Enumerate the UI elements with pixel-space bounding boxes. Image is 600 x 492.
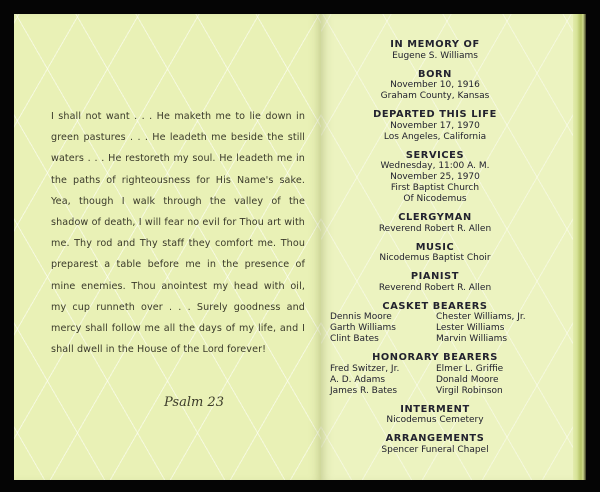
honorary-bearer: Virgil Robinson bbox=[436, 385, 503, 396]
departed-place: Los Angeles, California bbox=[383, 131, 487, 142]
pianist-heading: PIANIST bbox=[410, 271, 460, 282]
casket-bearers-list bbox=[312, 312, 558, 345]
interment-section bbox=[312, 404, 558, 427]
born-heading: BORN bbox=[418, 68, 452, 80]
pianist-name: Reverend Robert R. Allen bbox=[378, 282, 492, 293]
clergyman-name: Reverend Robert R. Allen bbox=[378, 223, 492, 234]
honorary-bearer: Elmer L. Griffie bbox=[436, 363, 504, 374]
honorary-bearer: Donald Moore bbox=[436, 374, 499, 385]
deceased-name: Eugene S. Williams bbox=[392, 50, 478, 61]
born-date: November 10, 1916 bbox=[390, 80, 480, 90]
services-town: Of Nicodemus bbox=[403, 194, 467, 204]
left-page bbox=[14, 14, 321, 480]
departed-heading: DEPARTED THIS LIFE bbox=[373, 109, 497, 120]
casket-bearer: Chester Williams, Jr. bbox=[436, 312, 526, 322]
services-heading: SERVICES bbox=[405, 149, 465, 161]
psalm-text: I shall not want . . . He maketh me to lie down in green pastures . . . He leadeth me beside the still waters . . . He restoreth my soul. He leadeth me in the paths of righteousness for His Name's sake. Yea, though I walk through the valley of the shadow of death, I will fear no evil for Thou art with me. Thy rod and Thy staff they comfort me. Thou preparest a table before me in the presence of mine enemies. Thou anointest my head with oil, my cup runneth over . . . Surely goodness and mercy shall follow me all the days of my life, and I shall dwell in the House of the Lord forever! bbox=[51, 111, 305, 356]
honorary-bearers-section bbox=[312, 352, 558, 397]
arrangements-section bbox=[312, 433, 558, 456]
honorary-bearers-heading: HONORARY BEARERS bbox=[372, 352, 498, 363]
music-choir: Nicodemus Baptist Choir bbox=[379, 253, 491, 263]
pianist-section bbox=[312, 271, 558, 294]
clergyman-section bbox=[312, 212, 558, 235]
memory-section bbox=[312, 39, 558, 62]
memory-heading: IN MEMORY OF bbox=[390, 39, 480, 50]
arrangements-chapel: Spencer Funeral Chapel bbox=[381, 444, 489, 455]
psalm-reference: Psalm 23 bbox=[164, 395, 224, 410]
departed-date: November 17, 1970 bbox=[390, 120, 480, 131]
arrangements-heading: ARRANGEMENTS bbox=[385, 433, 485, 444]
born-place: Graham County, Kansas bbox=[380, 91, 490, 101]
funeral-program-details bbox=[312, 39, 558, 456]
born-section bbox=[312, 69, 558, 103]
page-edge bbox=[573, 14, 586, 480]
interment-heading: INTERMENT bbox=[400, 403, 470, 415]
casket-bearers-section bbox=[312, 301, 558, 346]
casket-bearer: Marvin Williams bbox=[436, 334, 508, 344]
services-section bbox=[312, 150, 558, 206]
interment-place: Nicodemus Cemetery bbox=[386, 415, 484, 425]
honorary-bearer: Fred Switzer, Jr. bbox=[330, 363, 400, 374]
casket-bearer: Dennis Moore bbox=[330, 312, 392, 322]
music-section bbox=[312, 242, 558, 265]
casket-bearer: Lester Williams bbox=[436, 323, 505, 333]
clergyman-heading: CLERGYMAN bbox=[398, 212, 472, 223]
honorary-bearers-list bbox=[312, 364, 558, 397]
casket-bearers-heading: CASKET BEARERS bbox=[382, 300, 488, 312]
honorary-bearer: A. D. Adams bbox=[330, 374, 386, 385]
music-heading: MUSIC bbox=[415, 241, 455, 253]
services-date: November 25, 1970 bbox=[390, 172, 480, 182]
services-time: Wednesday, 11:00 A. M. bbox=[380, 161, 490, 171]
casket-bearer: Clint Bates bbox=[330, 334, 379, 344]
services-church: First Baptist Church bbox=[390, 183, 480, 193]
honorary-bearer: James R. Bates bbox=[330, 385, 398, 396]
casket-bearer: Garth Williams bbox=[330, 323, 396, 333]
departed-section bbox=[312, 109, 558, 143]
